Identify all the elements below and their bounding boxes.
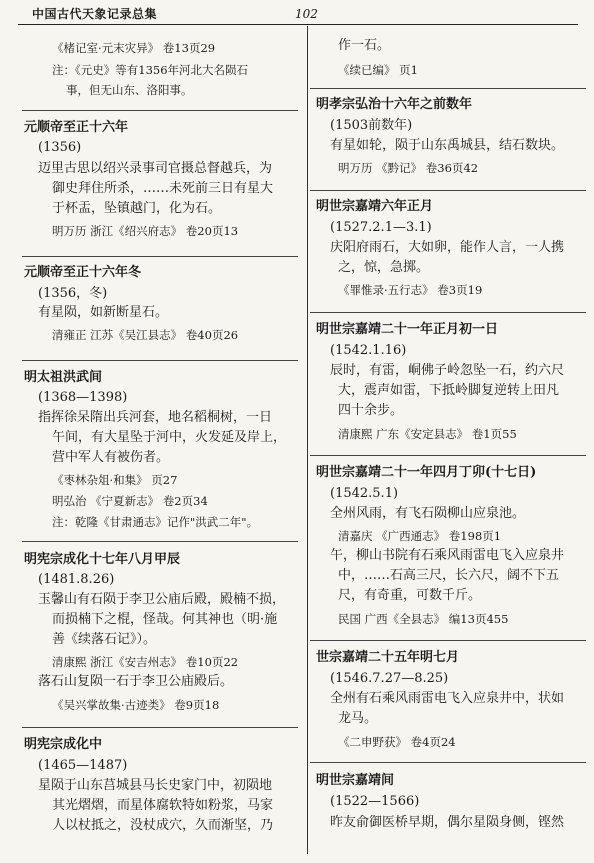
- running-header: [18, 4, 578, 25]
- entry-text: 有星如轮，陨于山东禹城县，结石数块。: [330, 138, 565, 153]
- entry-text: 星陨于山东莒城县马长史家门中，初陨地: [38, 778, 273, 793]
- citation: 明万历 《黔记》 卷36页42: [338, 161, 479, 175]
- citation: 清嘉庆 《广西通志》 卷198页1: [338, 529, 502, 543]
- entry-text: 作一石。: [338, 38, 391, 53]
- entry-divider: [310, 190, 586, 191]
- entry-text: 玉馨山有石陨于李卫公庙后殿，殿楠不损，: [38, 592, 286, 607]
- entry-date: (1368—1398): [38, 390, 128, 405]
- entry-text: 而损楠下之棍，怪哉。何其神也（明·施: [52, 612, 278, 627]
- entry-date: (1522—1566): [330, 794, 420, 809]
- citation: 《楮记室·元末灾异》 卷13页29: [52, 41, 216, 55]
- entry-divider: [310, 640, 586, 641]
- note: 事，但无山东、洛阳事。: [66, 83, 193, 97]
- entry-text: 午，柳山书院有石乘风雨雷电飞入应泉井: [330, 548, 565, 563]
- entry-text: 辰时，有雷，峒佛子岭忽坠一石，约六尺: [330, 363, 565, 378]
- entry-text: 全州风雨，有飞石陨柳山应泉池。: [330, 506, 526, 521]
- entry-divider: [310, 88, 586, 89]
- column-divider: [307, 26, 308, 854]
- entry-heading: 明世宗嘉靖六年正月: [316, 199, 434, 214]
- entry-text: 迈里古思以绍兴录事司官摄总督越兵，为: [38, 161, 273, 176]
- entry-heading: 明太祖洪武间: [24, 370, 103, 385]
- book-title: 中国古代天象记录总集: [32, 7, 158, 21]
- entry-text: 御史拜住所杀，……未死前三日有星大: [52, 181, 274, 196]
- citation: 《罪惟录·五行志》 卷3页19: [338, 283, 483, 297]
- citation: 《枣林杂俎·和集》 页27: [52, 473, 178, 487]
- page-number: 102: [295, 7, 318, 21]
- entry-date: (1356，冬): [38, 286, 108, 301]
- entry-divider: [310, 312, 586, 313]
- entry-date: (1527.2.1—3.1): [330, 220, 432, 235]
- entry-heading: 明世宗嘉靖二十一年正月初一日: [316, 322, 499, 337]
- entry-text: 大，震声如雷，下抵岭脚复逆转上田凡: [338, 383, 560, 398]
- entry-text: 龙马。: [338, 711, 378, 726]
- entry-text: 落石山复陨一石于李卫公庙殿后。: [38, 674, 234, 689]
- entry-date: (1546.7.27—8.25): [330, 671, 449, 686]
- entry-text: 指挥徐呆隋出兵河套，地名稻桐树，一日: [38, 410, 273, 425]
- citation: 明万历 浙江《绍兴府志》 卷20页13: [52, 224, 239, 238]
- entry-text: 全州有石乘风雨雷电飞入应泉井中，状如: [330, 691, 565, 706]
- entry-divider: [22, 256, 298, 257]
- entry-text: 营中军人有被伤者。: [52, 450, 170, 465]
- entry-divider: [22, 360, 298, 361]
- entry-text: 其光熠熠，而星体腐软特如粉浆，马家: [52, 798, 274, 813]
- entry-date: (1481.8.26): [38, 572, 115, 587]
- entry-divider: [22, 541, 298, 542]
- note: 注：《元史》等有1356年河北大名陨石: [52, 63, 249, 77]
- entry-text: 于杯盂，坠镇越门，化为石。: [52, 201, 222, 216]
- entry-heading: 元顺帝至正十六年冬: [24, 265, 142, 280]
- entry-divider: [22, 727, 298, 728]
- entry-date: (1503前数年): [330, 118, 413, 133]
- entry-heading: 元顺帝至正十六年: [24, 120, 129, 135]
- citation: 明弘治 《宁夏新志》 卷2页34: [52, 494, 208, 508]
- entry-heading: 明宪宗成化中: [24, 737, 103, 752]
- note: 注：乾隆《甘肃通志》记作"洪武二年"。: [52, 515, 259, 529]
- entry-text: 人以杖抵之，没杖成穴，久而渐坚，乃: [52, 818, 274, 833]
- entry-text: 善《续落石记》）。: [52, 632, 157, 647]
- entry-divider: [22, 110, 298, 111]
- entry-text: 四十余步。: [338, 403, 404, 418]
- entry-heading: 明宪宗成化十七年八月甲辰: [24, 552, 181, 567]
- citation: 《二申野获》 卷4页24: [338, 735, 456, 749]
- entry-text: 尺，有奇重，可数千斤。: [338, 588, 482, 603]
- entry-date: (1542.1.16): [330, 343, 407, 358]
- entry-text: 庆阳府雨石，大如卵，能作人言，一人携: [330, 240, 565, 255]
- citation: 清康熙 浙江《安吉州志》 卷10页22: [52, 655, 239, 669]
- citation: 清雍正 江苏《吴江县志》 卷40页26: [52, 328, 239, 342]
- entry-heading: 明世宗嘉靖间: [316, 773, 395, 788]
- citation: 清康熙 广东《安定县志》 卷1页55: [338, 427, 517, 441]
- entry-divider: [310, 762, 586, 763]
- citation: 《吴兴掌故集·古迹类》 卷9页18: [52, 698, 220, 712]
- citation: 民国 广西《全县志》 编13页455: [338, 612, 509, 626]
- entry-text: 有星陨，如新断星石。: [38, 305, 169, 320]
- entry-text: 昨友俞御医桥早期，偶尔星陨身侧，铿然: [330, 815, 565, 830]
- entry-text: 之，惊，急掷。: [338, 260, 430, 275]
- entry-text: 午间，有大星坠于河中，火发延及岸上，: [52, 430, 287, 445]
- entry-date: (1465—1487): [38, 758, 128, 773]
- entry-heading: 明世宗嘉靖二十一年四月丁卯(十七日): [316, 465, 537, 480]
- entry-text: 中，……石高三尺，长六尺，阔不下五: [338, 568, 560, 583]
- entry-heading: 明孝宗弘治十六年之前数年: [316, 97, 473, 112]
- entry-date: (1542.5.1): [330, 486, 399, 501]
- citation: 《续已编》 页1: [338, 63, 418, 77]
- entry-heading: 世宗嘉靖二十五年明七月: [316, 650, 460, 665]
- entry-date: (1356): [38, 140, 82, 155]
- entry-divider: [310, 455, 586, 456]
